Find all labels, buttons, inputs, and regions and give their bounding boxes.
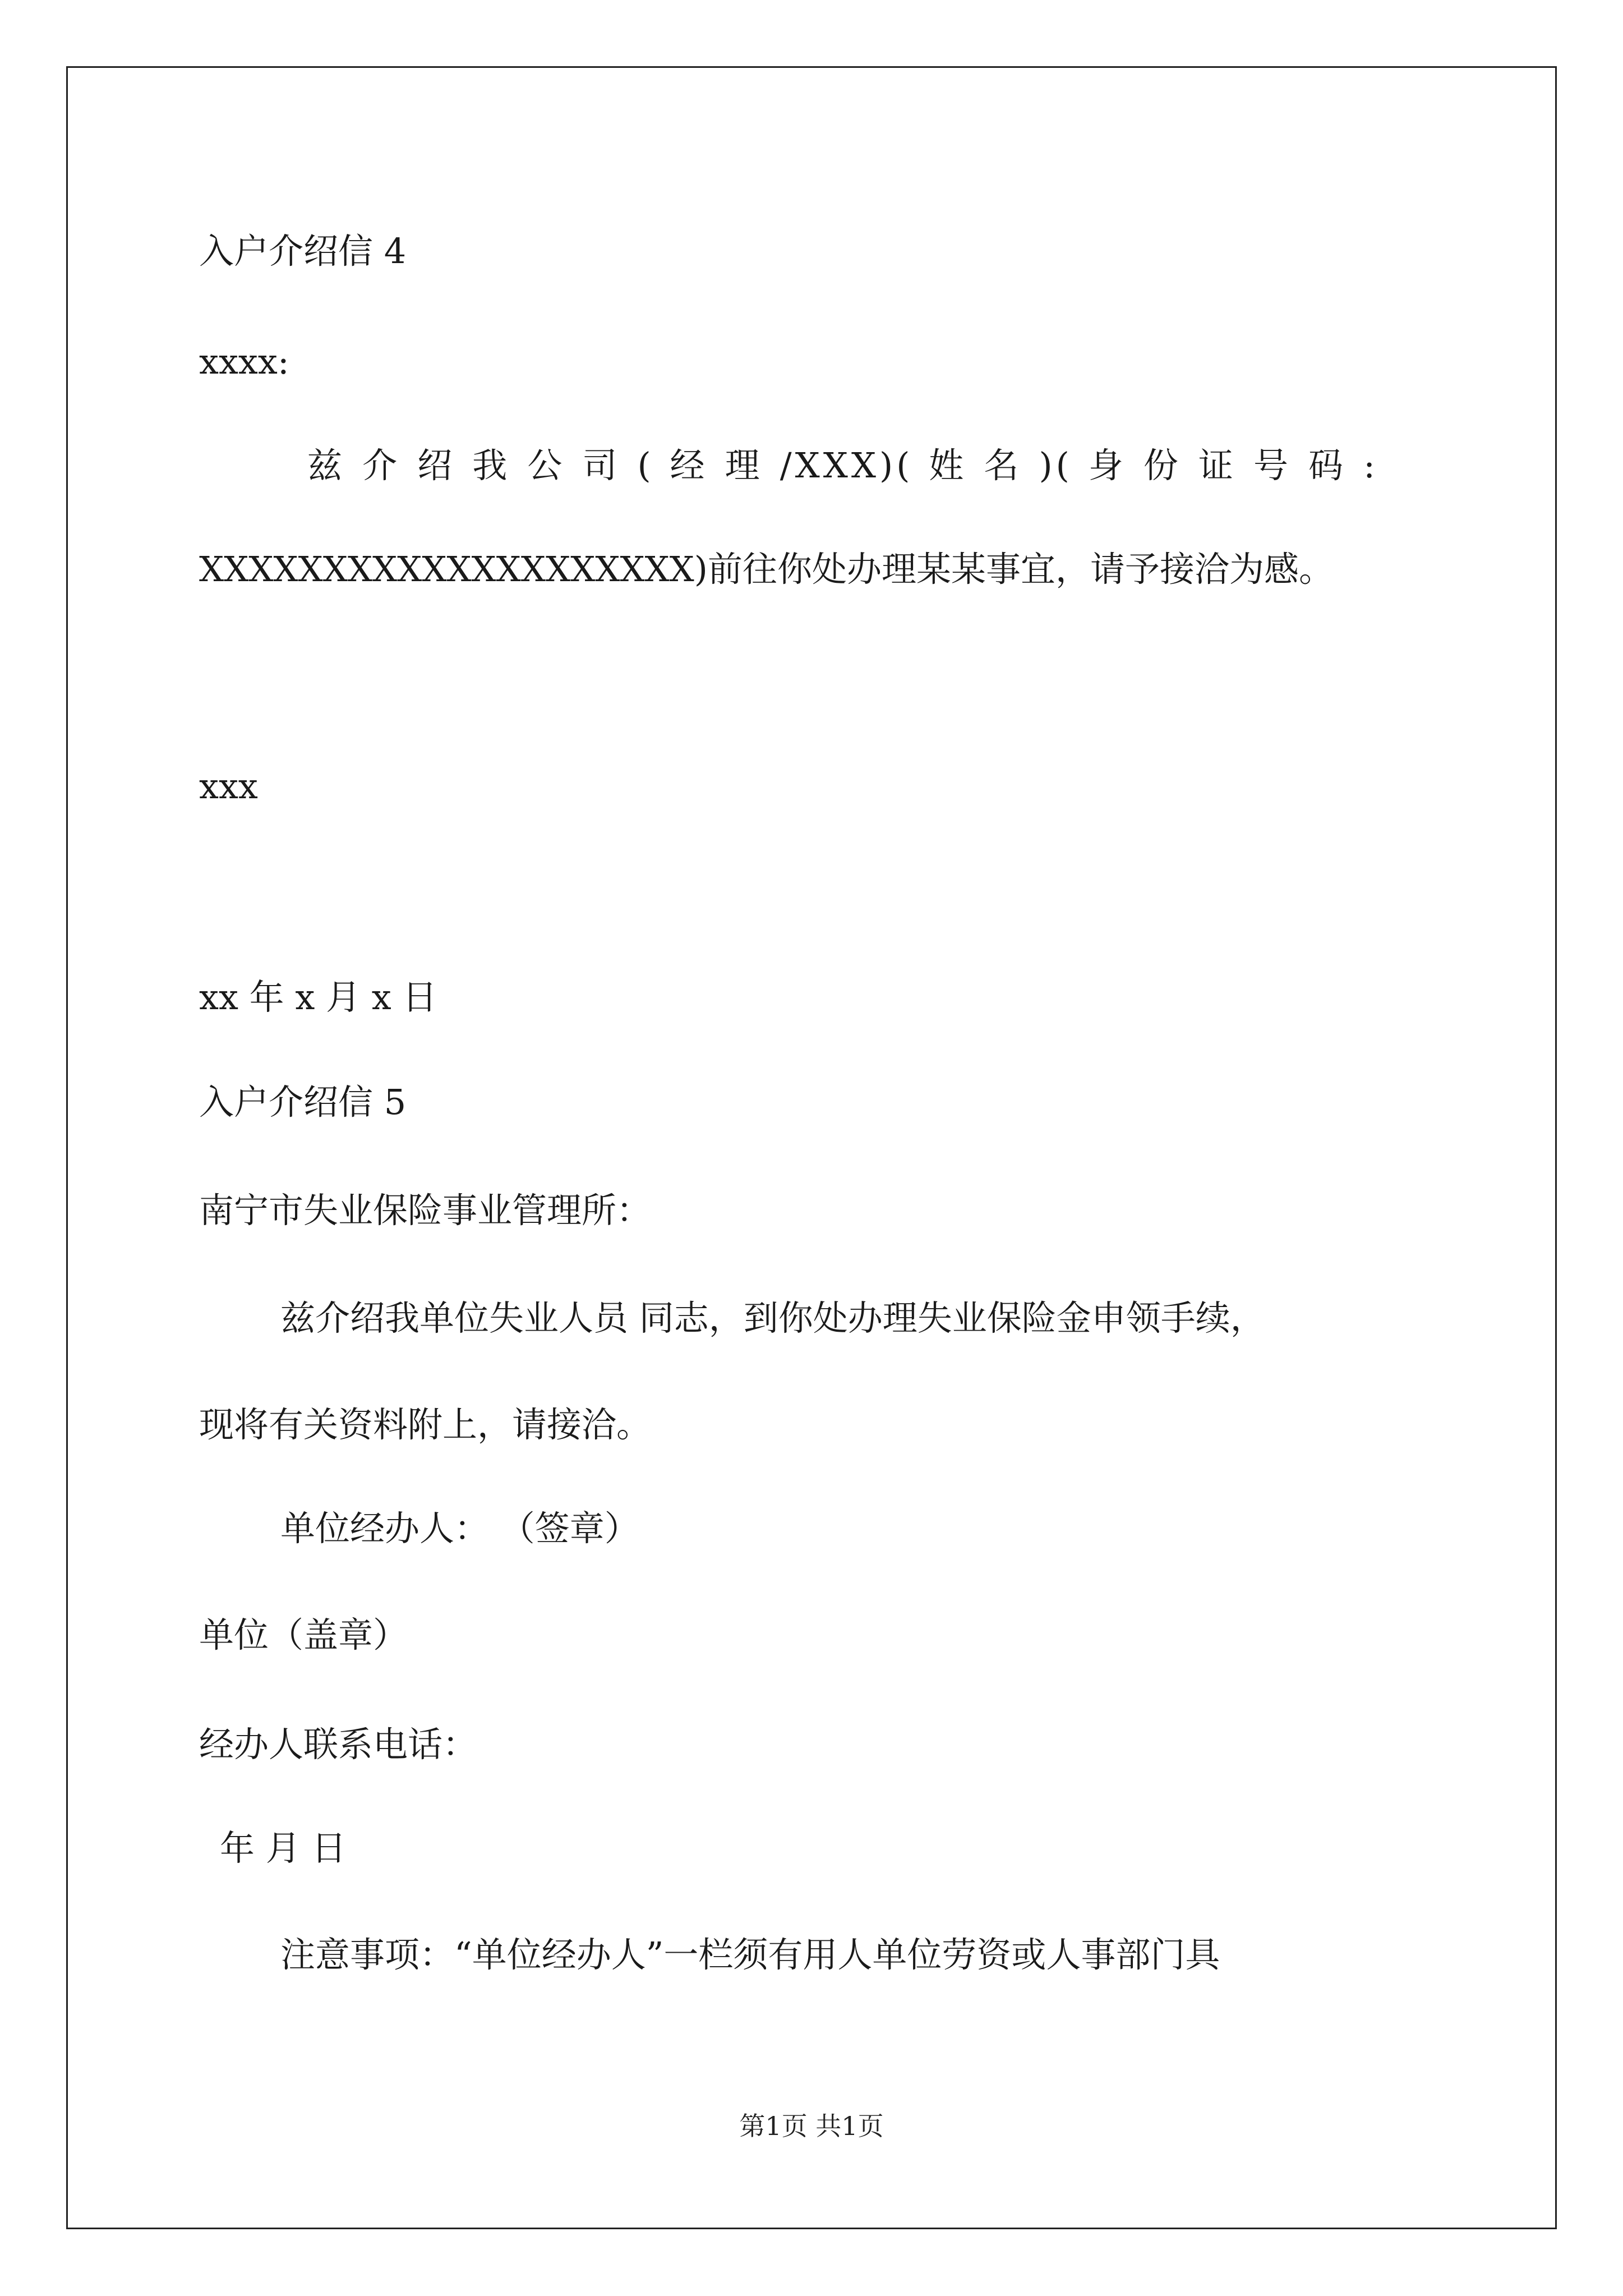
letter5-body-line2: 现将有关资料附上，请接洽。 [199, 1404, 652, 1445]
letter4-body-line1: 兹 介 绍 我 公 司 ( 经 理 /XXX)( 姓 名 )( 身 份 证 号 码 : [307, 445, 1378, 486]
letter5-handler: 单位经办人： （签章） [280, 1508, 639, 1549]
page-border [66, 66, 1557, 2229]
letter5-salutation: 南宁市失业保险事业管理所： [199, 1190, 652, 1231]
letter4-title: 入户介绍信 4 [199, 231, 407, 272]
letter5-note: 注意事项：“单位经办人”一栏须有用人单位劳资或人事部门具 [280, 1934, 1220, 1975]
page-footer: 第1页 共1页 [739, 2111, 884, 2141]
letter4-signer: xxx [199, 766, 258, 807]
letter5-phone: 经办人联系电话： [199, 1724, 478, 1765]
letter4-date: xx 年 x 月 x 日 [199, 977, 437, 1018]
letter5-date: 年 月 日 [220, 1828, 347, 1869]
letter5-title: 入户介绍信 5 [199, 1082, 407, 1122]
letter5-body-line1: 兹介绍我单位失业人员 同志，到你处办理失业保险金申领手续， [280, 1297, 1265, 1338]
letter4-body-line2: XXXXXXXXXXXXXXXXXXXX)前往你处办理某某事宜，请予接洽为感。 [199, 549, 1334, 590]
letter5-unit-seal: 单位（盖章） [199, 1614, 408, 1655]
letter4-salutation: xxxx: [199, 341, 289, 382]
